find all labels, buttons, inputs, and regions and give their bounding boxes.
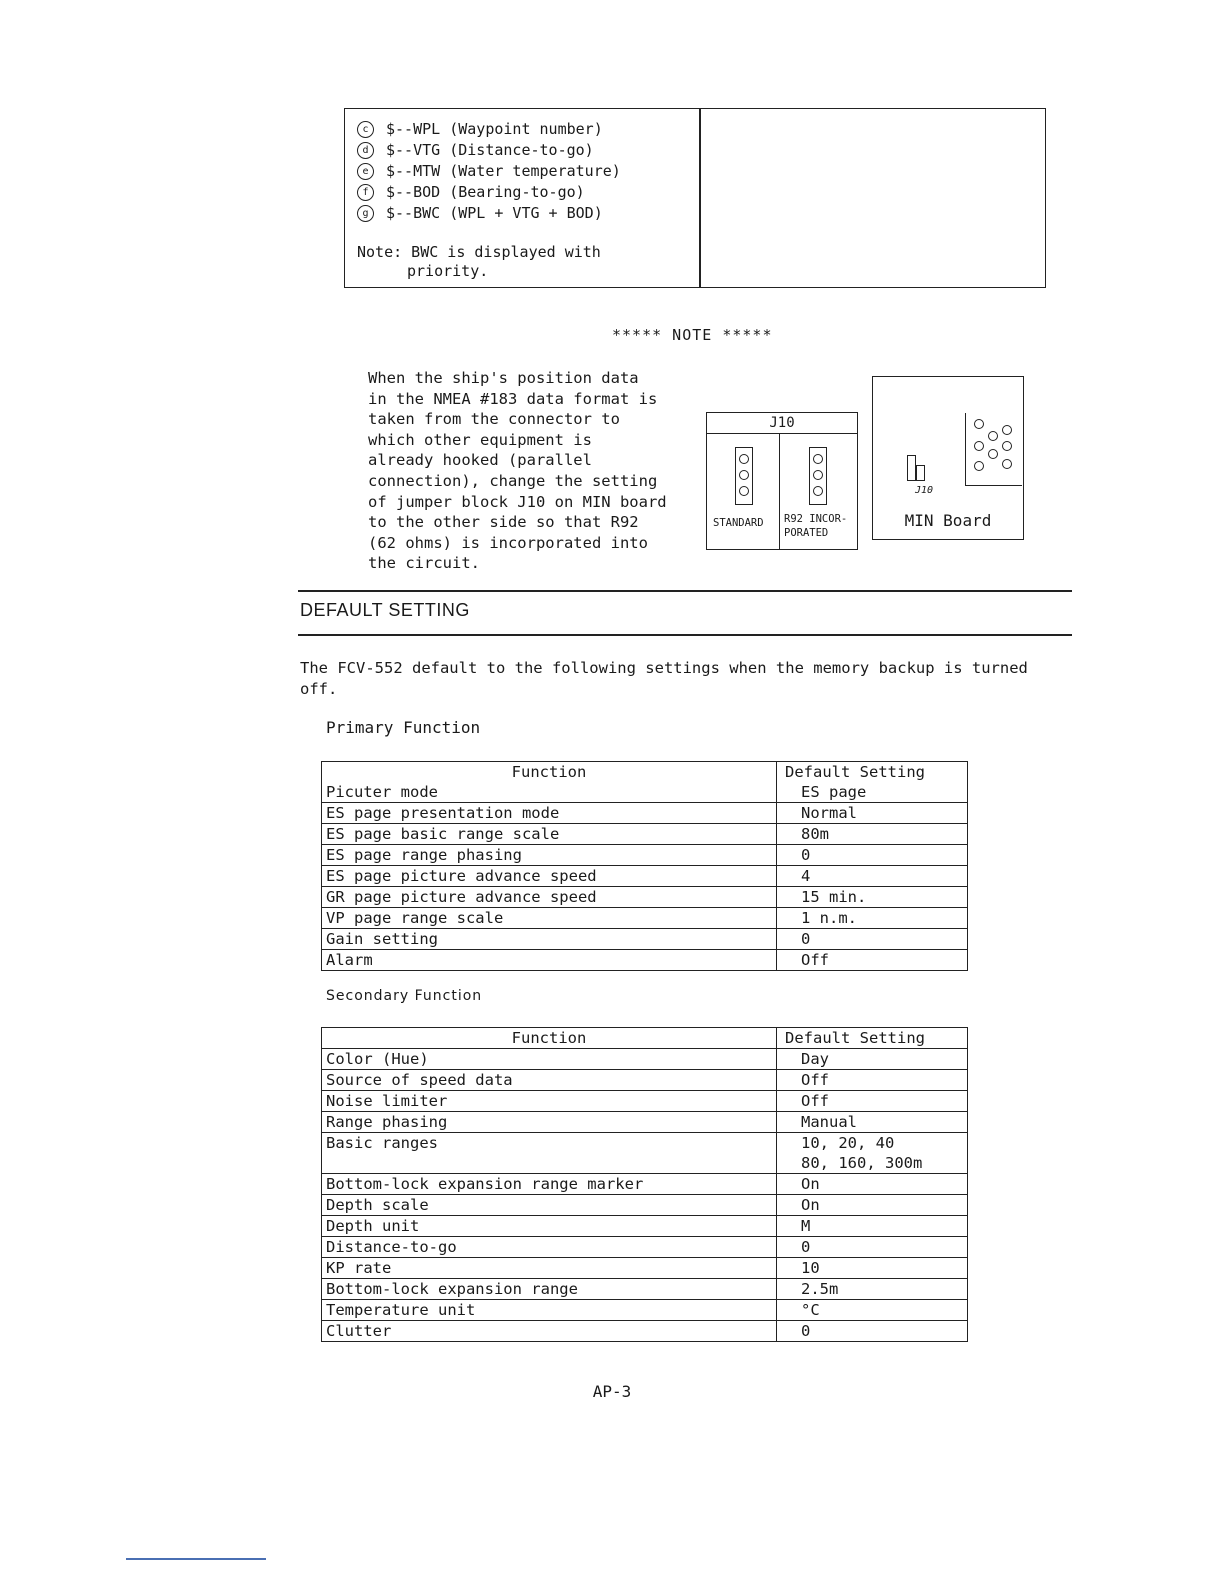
default-cell: Off (777, 950, 968, 971)
function-cell: KP rate (322, 1258, 777, 1279)
default-cell: 0 (777, 1321, 968, 1342)
j10-incorporated-label-2: PORATED (784, 527, 829, 539)
function-cell: Temperature unit (322, 1300, 777, 1321)
default-setting-heading: DEFAULT SETTING (300, 600, 470, 620)
col-function-header: Function (322, 762, 777, 783)
sentence-list (357, 119, 621, 224)
default-cell: Normal (777, 803, 968, 824)
default-cell: 1 n.m. (777, 908, 968, 929)
table-row (322, 782, 968, 803)
sentence-text: $--MTW (Water temperature) (386, 162, 621, 180)
default-cell: 10, 20, 40 (777, 1133, 968, 1154)
function-cell: Alarm (322, 950, 777, 971)
note-line: which other equipment is (368, 430, 592, 449)
function-cell: Noise limiter (322, 1091, 777, 1112)
function-cell: Range phasing (322, 1112, 777, 1133)
function-cell: Distance-to-go (322, 1237, 777, 1258)
table-row (322, 950, 968, 971)
col-default-header: Default Setting (777, 762, 968, 783)
table-header-row (322, 762, 968, 783)
bwc-note (357, 243, 601, 281)
min-board-diagram (872, 376, 1024, 540)
table-row (322, 1174, 968, 1195)
sentence-item (357, 140, 621, 161)
note-line: in the NMEA #183 data format is (368, 389, 658, 408)
default-cell: Day (777, 1049, 968, 1070)
table-row (322, 1153, 968, 1174)
table-row (322, 1112, 968, 1133)
default-cell: Off (777, 1070, 968, 1091)
default-cell: M (777, 1216, 968, 1237)
note-line: already hooked (parallel (368, 451, 592, 470)
j10-diagram (706, 412, 858, 550)
table-row (322, 1133, 968, 1154)
default-setting-intro: The FCV-552 default to the following settings when the memory backup is turned off. (300, 659, 1028, 698)
function-cell: Depth scale (322, 1195, 777, 1216)
table-row (322, 1279, 968, 1300)
table-header-row (322, 1028, 968, 1049)
default-cell: 2.5m (777, 1279, 968, 1300)
table-row (322, 1049, 968, 1070)
min-board-label: MIN Board (904, 511, 992, 530)
default-cell: 10 (777, 1258, 968, 1279)
note-line: the circuit. (368, 554, 480, 573)
bwc-note-line2: priority. (407, 262, 489, 280)
secondary-function-table (321, 1027, 968, 1342)
table-row (322, 908, 968, 929)
jumper-incorporated-icon (809, 447, 827, 505)
function-cell: ES page presentation mode (322, 803, 777, 824)
box-divider (699, 109, 701, 287)
default-cell: 0 (777, 1237, 968, 1258)
circled-marker-icon: g (357, 205, 374, 222)
table-row (322, 845, 968, 866)
footnote-rule (126, 1558, 266, 1560)
function-cell: VP page range scale (322, 908, 777, 929)
section-rule-top (298, 590, 1072, 592)
default-cell: On (777, 1195, 968, 1216)
col-function-header: Function (322, 1028, 777, 1049)
sentence-item (357, 203, 621, 224)
j10-title: J10 (707, 413, 857, 434)
note-title: ***** NOTE ***** (612, 326, 773, 344)
note-line: (62 ohms) is incorporated into (368, 533, 648, 552)
function-cell: Bottom-lock expansion range marker (322, 1174, 777, 1195)
function-cell: Depth unit (322, 1216, 777, 1237)
function-cell: ES page picture advance speed (322, 866, 777, 887)
default-cell: ES page (777, 782, 968, 803)
default-cell: 0 (777, 929, 968, 950)
table-row (322, 1237, 968, 1258)
default-cell: 15 min. (777, 887, 968, 908)
table-row (322, 929, 968, 950)
section-rule-bottom (298, 634, 1072, 636)
sentence-item (357, 119, 621, 140)
note-line: When the ship's position data (368, 369, 639, 387)
min-jumper-label: J10 (915, 485, 934, 496)
primary-function-heading: Primary Function (326, 718, 481, 737)
default-cell: Off (777, 1091, 968, 1112)
sentence-item (357, 161, 621, 182)
function-cell: Clutter (322, 1321, 777, 1342)
note-line: connection), change the setting (368, 471, 658, 490)
function-cell: Source of speed data (322, 1070, 777, 1091)
bwc-note-line1: Note: BWC is displayed with (357, 243, 601, 261)
function-cell: Picuter mode (322, 782, 777, 803)
sentence-text: $--WPL (Waypoint number) (386, 120, 603, 138)
circled-marker-icon: f (357, 184, 374, 201)
connector-pins-icon (965, 413, 1022, 486)
function-cell: Basic ranges (322, 1133, 777, 1154)
note-line: to the other side so that R92 (368, 513, 639, 532)
function-cell (322, 1153, 777, 1174)
sentence-box (344, 108, 1046, 288)
circled-marker-icon: d (357, 142, 374, 159)
default-cell: 80m (777, 824, 968, 845)
jumper-standard-icon (735, 447, 753, 505)
function-cell: Bottom-lock expansion range (322, 1279, 777, 1300)
j10-incorporated-label-1: R92 INCOR- (784, 513, 848, 525)
table-row (322, 824, 968, 845)
table-row (322, 1300, 968, 1321)
table-row (322, 803, 968, 824)
circled-marker-icon: e (357, 163, 374, 180)
table-row (322, 1258, 968, 1279)
sentence-text: $--BWC (WPL + VTG + BOD) (386, 204, 603, 222)
table-row (322, 866, 968, 887)
function-cell: GR page picture advance speed (322, 887, 777, 908)
function-cell: Color (Hue) (322, 1049, 777, 1070)
default-cell: On (777, 1174, 968, 1195)
note-line: taken from the connector to (368, 410, 620, 429)
sentence-text: $--VTG (Distance-to-go) (386, 141, 594, 159)
col-default-header: Default Setting (777, 1028, 968, 1049)
table-row (322, 1195, 968, 1216)
function-cell: ES page range phasing (322, 845, 777, 866)
function-cell: Gain setting (322, 929, 777, 950)
sentence-text: $--BOD (Bearing-to-go) (386, 183, 585, 201)
table-row (322, 1216, 968, 1237)
note-body (368, 368, 708, 574)
default-cell: 4 (777, 866, 968, 887)
table-row (322, 1070, 968, 1091)
page-number: AP-3 (592, 1382, 632, 1401)
j10-standard-label: STANDARD (713, 517, 764, 529)
default-cell: 0 (777, 845, 968, 866)
note-line: of jumper block J10 on MIN board (368, 492, 667, 511)
min-jumper-icon (907, 455, 925, 481)
table-row (322, 887, 968, 908)
table-row (322, 1091, 968, 1112)
secondary-function-heading: Secondary Function (326, 988, 483, 1004)
default-cell: Manual (777, 1112, 968, 1133)
default-cell: 80, 160, 300m (777, 1153, 968, 1174)
primary-function-table (321, 761, 968, 971)
table-row (322, 1321, 968, 1342)
sentence-item (357, 182, 621, 203)
circled-marker-icon: c (357, 121, 374, 138)
j10-divider (779, 433, 780, 549)
function-cell: ES page basic range scale (322, 824, 777, 845)
default-cell: °C (777, 1300, 968, 1321)
